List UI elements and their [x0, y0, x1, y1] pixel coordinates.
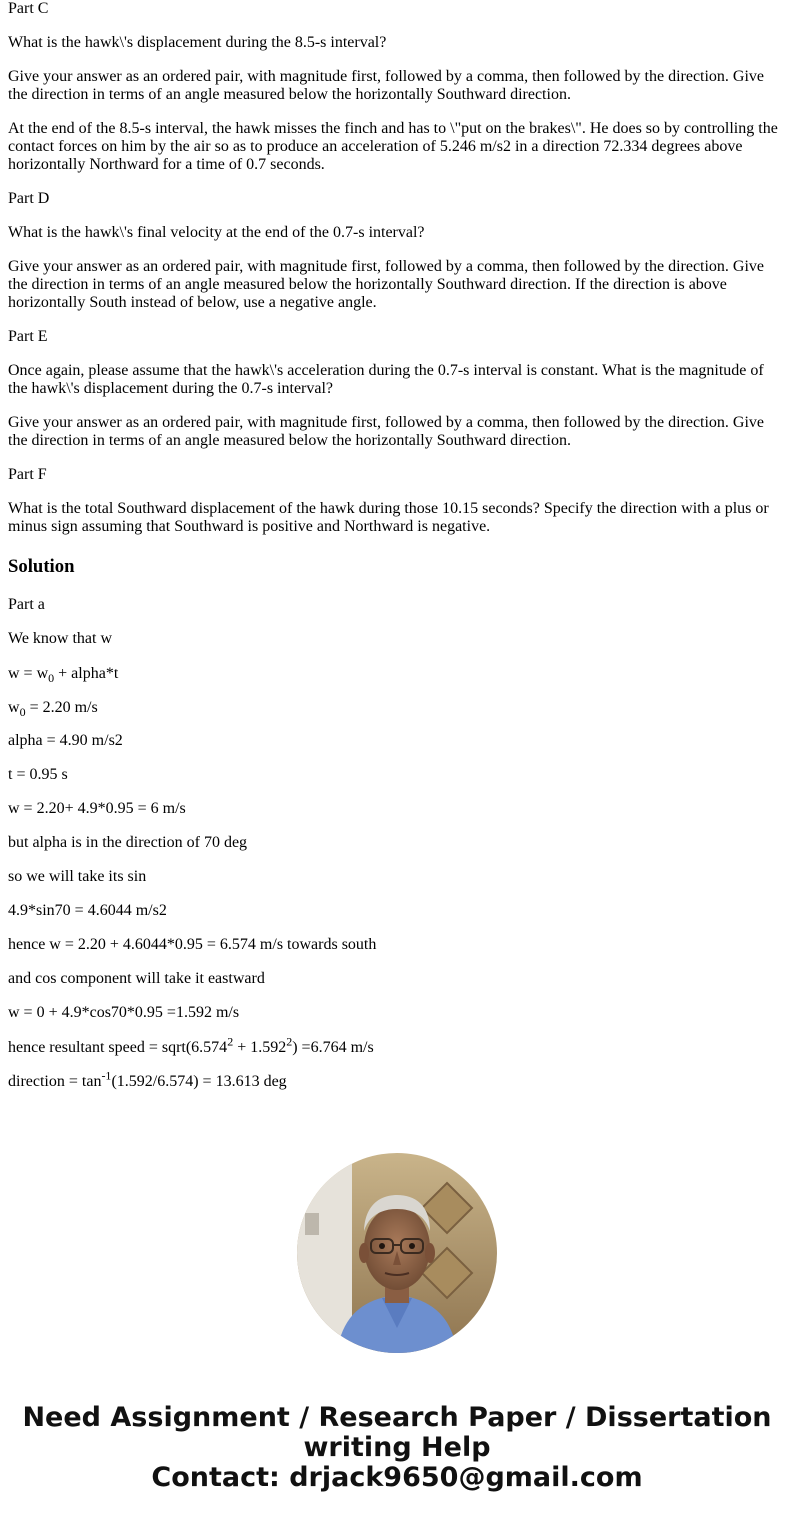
part-d-label: Part D	[8, 190, 50, 207]
speed-part-c: ) =6.764 m/s	[292, 1039, 374, 1056]
eq1-sub: 0	[48, 671, 55, 686]
part-e-question: Once again, please assume that the hawk\'s acceleration during the 0.7-s interval is constant. What is the magnitude of the hawk\'s displacement during the 0.7-s interval?	[8, 362, 764, 397]
part-f-label: Part F	[8, 466, 47, 483]
speed-part-b: + 1.592	[233, 1039, 287, 1056]
cos-note: and cos component will take it eastward	[8, 970, 265, 987]
promo-banner	[0, 1403, 794, 1493]
alpha-value: alpha = 4.90 m/s2	[8, 732, 123, 749]
eq1-right: + alpha*t	[54, 665, 119, 682]
sin-calculation: 4.9*sin70 = 4.6044 m/s2	[8, 902, 167, 919]
w-calculation: w = 2.20+ 4.9*0.95 = 6 m/s	[8, 800, 186, 817]
direction-note: but alpha is in the direction of 70 deg	[8, 834, 248, 851]
eq2-sub: 0	[19, 705, 26, 720]
brake-context: At the end of the 8.5-s interval, the hawk misses the finch and has to \"put on the brakes\". He does so by controlling the contact forces on him by the air so as to produce an acceleration of 5.246 m/s2 in a direction 72.334 degrees above horizontally Northward for a time of 0.7 seconds.	[8, 120, 778, 173]
part-d-instructions: Give your answer as an ordered pair, with magnitude first, followed by a comma, then followed by the direction. Give the direction in terms of an angle measured below the horizontally Southward direction. If the direction is above horizontally South instead of below, use a negative angle.	[8, 258, 765, 311]
solution-part-a-label: Part a	[8, 596, 45, 613]
hence-w: hence w = 2.20 + 4.6044*0.95 = 6.574 m/s towards south	[8, 936, 377, 953]
part-c-label: Part C	[8, 0, 49, 17]
cos-calculation: w = 0 + 4.9*cos70*0.95 =1.592 m/s	[8, 1004, 240, 1021]
speed-sup-2: 2	[286, 1034, 293, 1049]
solution-intro: We know that w	[8, 630, 113, 647]
promo-contact: Contact: drjack9650@gmail.com	[151, 1462, 643, 1493]
part-d-question: What is the hawk\'s final velocity at the end of the 0.7-s interval?	[8, 224, 425, 241]
sin-note: so we will take its sin	[8, 868, 147, 885]
author-portrait-image	[297, 1153, 497, 1353]
direction-part-b: (1.592/6.574) = 13.613 deg	[111, 1073, 287, 1090]
part-f-question: What is the total Southward displacement of the hawk during those 10.15 seconds? Specify the direction with a plus or minus sign assuming that Southward is positive and Northward is negative.	[8, 500, 769, 535]
eq1-left: w = w	[8, 665, 49, 682]
part-e-label: Part E	[8, 328, 48, 345]
author-avatar	[297, 1153, 497, 1353]
promo-line-2: writing Help	[303, 1432, 491, 1463]
resultant-direction	[8, 1068, 780, 1092]
equation-initial-velocity	[8, 698, 780, 718]
eq2-right: = 2.20 m/s	[25, 699, 98, 716]
resultant-speed	[8, 1034, 780, 1058]
promo-line-1: Need Assignment / Research Paper / Dissertation	[22, 1402, 772, 1433]
solution-heading: Solution	[8, 556, 75, 577]
eq2-left: w	[8, 699, 20, 716]
speed-sup-1: 2	[227, 1034, 234, 1049]
direction-part-a: direction = tan	[8, 1073, 102, 1090]
direction-sup: -1	[101, 1068, 112, 1083]
equation-velocity	[8, 664, 780, 684]
document-body	[8, 0, 780, 1106]
time-value: t = 0.95 s	[8, 766, 68, 783]
speed-part-a: hence resultant speed = sqrt(6.574	[8, 1039, 228, 1056]
part-e-instructions: Give your answer as an ordered pair, with magnitude first, followed by a comma, then followed by the direction. Give the direction in terms of an angle measured below the horizontally Southward direction.	[8, 414, 765, 449]
part-c-instructions: Give your answer as an ordered pair, with magnitude first, followed by a comma, then followed by the direction. Give the direction in terms of an angle measured below the horizontally Southward direction.	[8, 68, 765, 103]
part-c-question: What is the hawk\'s displacement during the 8.5-s interval?	[8, 34, 387, 51]
